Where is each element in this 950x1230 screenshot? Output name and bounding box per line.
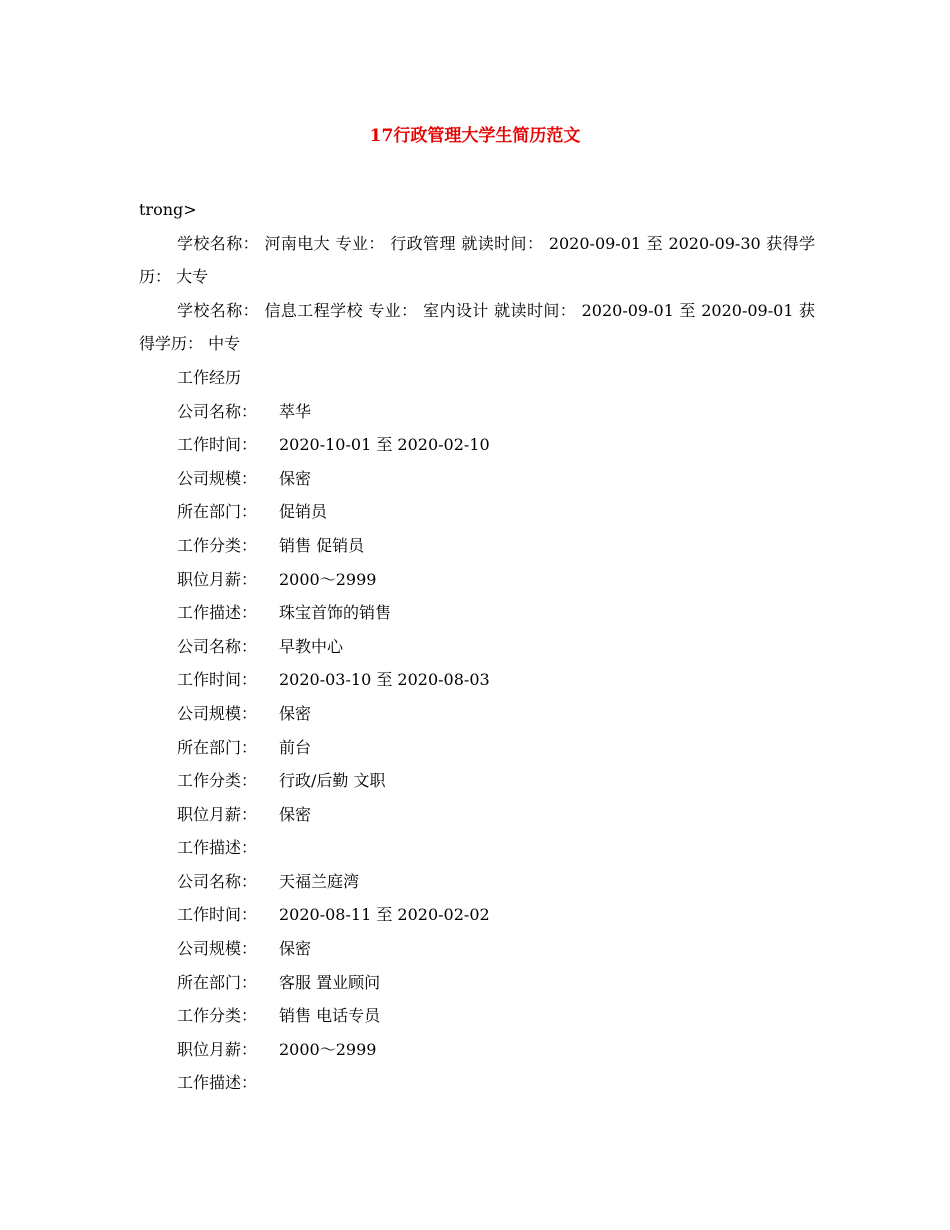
job-field xyxy=(139,932,815,966)
field-value: 促销员 xyxy=(279,502,328,522)
job-entry-2 xyxy=(139,630,815,865)
field-value: 前台 xyxy=(279,737,312,757)
field-label: 工作分类： xyxy=(177,535,258,555)
field-label: 职位月薪： xyxy=(177,804,258,824)
field-label: 工作时间： xyxy=(177,670,258,690)
job-field xyxy=(139,1066,815,1100)
field-value: 2020-08-11 至 2020-02-02 xyxy=(279,905,490,925)
field-value: 保密 xyxy=(279,939,312,959)
job-field xyxy=(139,663,815,697)
job-field xyxy=(139,966,815,1000)
job-field xyxy=(139,495,815,529)
field-value: 2000～2999 xyxy=(279,569,377,589)
job-field xyxy=(139,428,815,462)
document-body xyxy=(139,193,815,1100)
field-label: 工作描述： xyxy=(177,1073,258,1093)
field-label: 公司名称： xyxy=(177,636,258,656)
job-field xyxy=(139,395,815,429)
field-label: 所在部门： xyxy=(177,972,258,992)
field-value: 保密 xyxy=(279,703,312,723)
job-field xyxy=(139,865,815,899)
intro-text: trong> xyxy=(139,200,197,219)
field-value: 2020-10-01 至 2020-02-10 xyxy=(279,435,490,455)
field-label: 公司规模： xyxy=(177,468,258,488)
field-label: 工作描述： xyxy=(177,603,258,623)
field-label: 工作描述： xyxy=(177,838,258,858)
field-label: 工作分类： xyxy=(177,771,258,791)
field-label: 所在部门： xyxy=(177,737,258,757)
field-label: 工作时间： xyxy=(177,435,258,455)
job-field xyxy=(139,1033,815,1067)
field-value: 销售 促销员 xyxy=(279,535,365,555)
field-label: 公司名称： xyxy=(177,401,258,421)
job-field xyxy=(139,999,815,1033)
education-entry-1: 学校名称： 河南电大 专业： 行政管理 就读时间： 2020-09-01 至 2020-09-30 获得学历： 大专 xyxy=(139,233,815,287)
field-value: 销售 电话专员 xyxy=(279,1006,381,1026)
job-field xyxy=(139,596,815,630)
field-value: 保密 xyxy=(279,468,312,488)
job-field xyxy=(139,898,815,932)
field-label: 工作分类： xyxy=(177,1006,258,1026)
field-value: 2000～2999 xyxy=(279,1039,377,1059)
job-entry-1 xyxy=(139,395,815,630)
job-field xyxy=(139,697,815,731)
field-value: 萃华 xyxy=(279,401,312,421)
field-value: 行政/后勤 文职 xyxy=(279,771,386,791)
job-field xyxy=(139,831,815,865)
field-value: 早教中心 xyxy=(279,636,344,656)
field-label: 工作时间： xyxy=(177,905,258,925)
job-entry-3 xyxy=(139,865,815,1100)
field-label: 职位月薪： xyxy=(177,569,258,589)
job-field xyxy=(139,731,815,765)
job-field xyxy=(139,462,815,496)
field-label: 所在部门： xyxy=(177,502,258,522)
field-value: 保密 xyxy=(279,804,312,824)
field-label: 公司名称： xyxy=(177,871,258,891)
field-value: 2020-03-10 至 2020-08-03 xyxy=(279,670,490,690)
job-field xyxy=(139,764,815,798)
document-title: 17行政管理大学生简历范文 xyxy=(369,126,581,146)
job-field xyxy=(139,529,815,563)
field-label: 公司规模： xyxy=(177,939,258,959)
field-value: 珠宝首饰的销售 xyxy=(279,603,392,623)
field-value: 客服 置业顾问 xyxy=(279,972,381,992)
field-value: 天福兰庭湾 xyxy=(279,871,360,891)
work-heading: 工作经历 xyxy=(177,367,242,387)
job-field xyxy=(139,630,815,664)
job-field xyxy=(139,798,815,832)
education-entry-2: 学校名称： 信息工程学校 专业： 室内设计 就读时间： 2020-09-01 至 2020-09-01 获得学历： 中专 xyxy=(139,300,815,354)
job-field xyxy=(139,563,815,597)
field-label: 职位月薪： xyxy=(177,1039,258,1059)
field-label: 公司规模： xyxy=(177,703,258,723)
